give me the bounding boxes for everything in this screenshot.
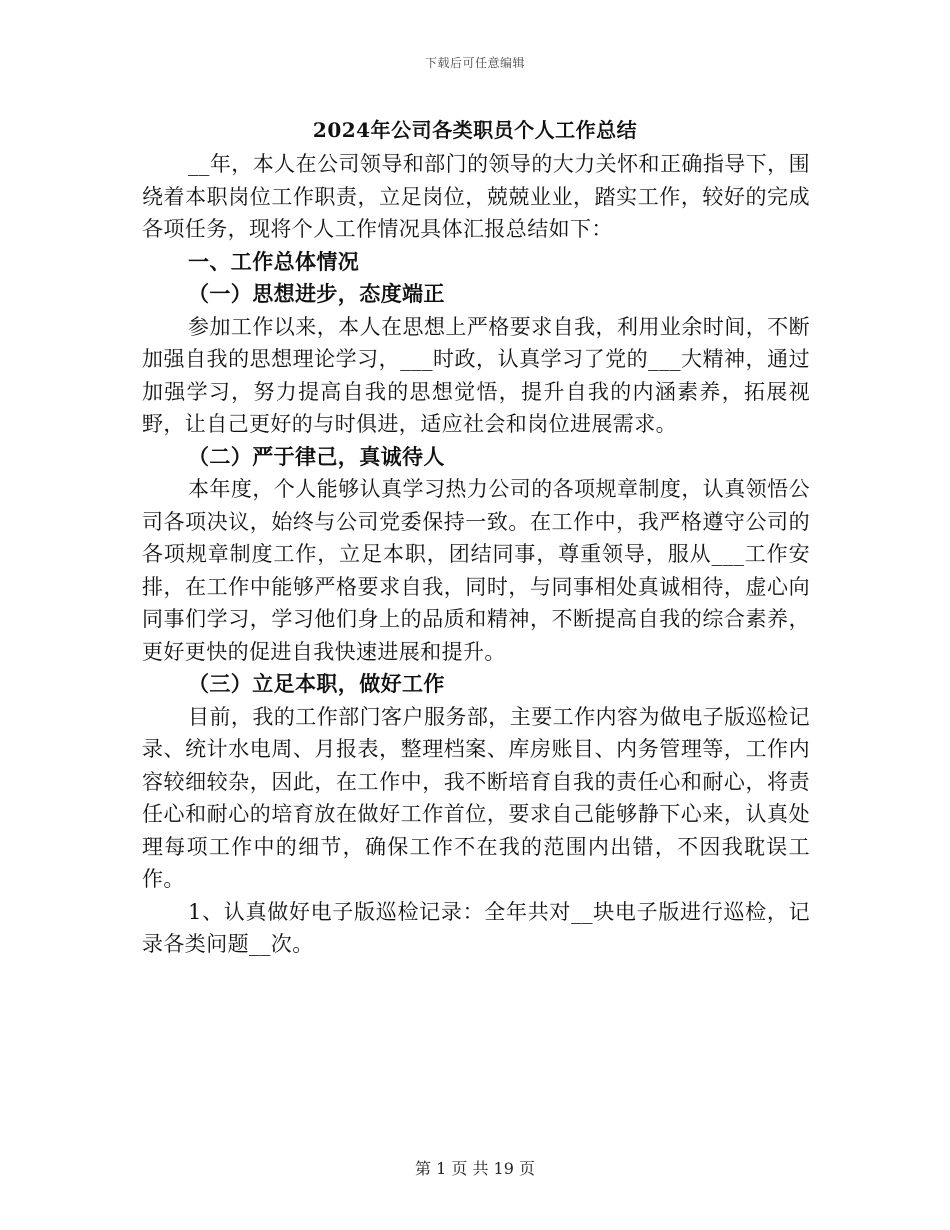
subsection-paragraph-3: 目前，我的工作部门客户服务部，主要工作内容为做电子版巡检记录、统计水电周、月报表，整理档案、库房账目、内务管理等，工作内容较细较杂，因此，在工作中，我不断培育自我的责任心和耐心，将责任心和耐心的培育放在做好工作首位，要求自己能够静下心来，认真处理每项工作中的细节，确保工作不在我的范围内出错，不因我耽误工作。: [142, 704, 810, 891]
subsection-heading-3: （三）立足本职，做好工作: [188, 671, 445, 696]
list-item-1: 1、认真做好电子版巡检记录：全年共对__块电子版进行巡检，记录各类问题__次。: [142, 899, 810, 956]
header-note: 下载后可任意编辑: [424, 56, 525, 70]
section-heading-1: 一、工作总体情况: [188, 248, 360, 274]
subsection-paragraph-1: 参加工作以来，本人在思想上严格要求自我，利用业余时间，不断加强自我的思想理论学习，___时政，认真学习了党的___大精神，通过加强学习，努力提高自我的思想觉悟，提升自我的内涵素养，拓展视野，让自己更好的与时俱进，适应社会和岗位进展需求。: [142, 314, 810, 436]
document-body: [142, 148, 810, 961]
document-title: 2024年公司各类职员个人工作总结: [312, 118, 638, 142]
page-footer: 第 1 页 共 19 页: [415, 1159, 535, 1178]
subsection-paragraph-2: 本年度，个人能够认真学习热力公司的各项规章制度，认真领悟公司各项决议，始终与公司党委保持一致。在工作中，我严格遵守公司的各项规章制度工作，立足本职，团结同事，尊重领导，服从___工作安排，在工作中能够严格要求自我，同时，与同事相处真诚相待，虚心向同事们学习，学习他们身上的品质和精神，不断提高自我的综合素养，更好更快的促进自我快速进展和提升。: [142, 477, 810, 664]
subsection-heading-1: （一）思想进步，态度端正: [188, 281, 445, 306]
subsection-heading-2: （二）严于律己，真诚待人: [188, 443, 445, 469]
intro-paragraph: __年，本人在公司领导和部门的领导的大力关怀和正确指导下，围绕着本职岗位工作职责，立足岗位，兢兢业业，踏实工作，较好的完成各项任务，现将个人工作情况具体汇报总结如下：: [142, 152, 810, 241]
